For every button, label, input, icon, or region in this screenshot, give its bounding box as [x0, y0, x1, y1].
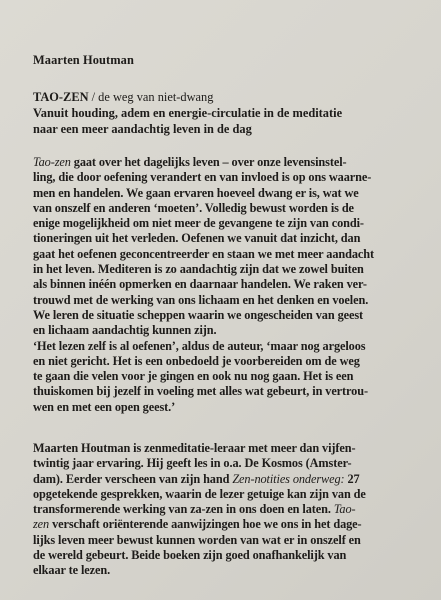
author-name: Maarten Houtman	[33, 53, 134, 67]
book-title-tagline: / de weg van niet-dwang	[88, 90, 214, 104]
description-text: als binnen inéén opmerken en daarnaar handelen. We raken ver-	[33, 277, 367, 292]
bio-text: elkaar te lezen.	[33, 563, 111, 578]
bio-text: lijks leven meer bewust kunnen worden van wat er in onszelf en	[33, 532, 361, 547]
italic-title-text: Tao-zen	[33, 155, 71, 169]
bio-line	[33, 533, 427, 548]
description-text: trouwd met de werking van ons lichaam en het denken en voelen.	[33, 292, 369, 307]
description-text: wen en met een open geest.’	[33, 399, 176, 414]
description-line	[33, 323, 427, 338]
bio-text: 27	[344, 471, 360, 486]
title-block	[33, 89, 342, 137]
bio-text: transformerende werking van za-zen in ons doen en laten.	[33, 502, 334, 517]
description-paragraph	[33, 155, 427, 415]
description-line	[33, 354, 427, 369]
description-line	[33, 216, 427, 231]
description-line	[33, 308, 427, 323]
description-text: thuiskomen bij jezelf in voeling met alles wat gebeurt, in vertrou-	[33, 384, 368, 399]
bio-text: de wereld gebeurt. Beide boeken zijn goed onafhankelijk van	[33, 548, 347, 563]
description-text: gaat het oefenen geconcentreerder en staan we met meer aandacht	[33, 246, 374, 261]
description-line	[33, 369, 427, 384]
bio-text: dam). Eerder verscheen van zijn hand	[33, 471, 233, 486]
description-line	[33, 339, 427, 354]
bio-line	[33, 517, 427, 532]
bio-line	[33, 548, 427, 563]
description-text: ‘Het lezen zelf is al oefenen’, aldus de auteur, ‘maar nog argeloos	[33, 338, 366, 353]
description-line	[33, 384, 427, 399]
description-text: men en handelen. We gaan ervaren hoeveel dwang er is, wat we	[33, 185, 359, 200]
subtitle-line-1: Vanuit houding, adem en energie-circulatie in de meditatie	[33, 106, 343, 120]
bio-text: opgetekende gesprekken, waarin de lezer getuige kan zijn van de	[33, 486, 366, 501]
description-text: We leren de situatie scheppen waarin we ongescheiden van geest	[33, 307, 364, 322]
bio-line	[33, 487, 427, 502]
description-text: en lichaam aandachtig kunnen zijn.	[33, 323, 217, 338]
description-text: enige mogelijkheid om niet meer de gevangene te zijn van condi-	[33, 216, 364, 231]
bio-text: verschaft oriënterende aanwijzingen hoe we ons in het dage-	[49, 517, 362, 532]
description-line	[33, 186, 427, 201]
italic-title-text: zen	[33, 517, 50, 532]
description-line	[33, 170, 427, 185]
bio-line	[33, 502, 427, 517]
bio-line	[33, 441, 427, 456]
author-bio-paragraph	[33, 441, 427, 579]
description-text: ling, die door oefening verandert en van invloed is op ons waarne-	[33, 170, 372, 185]
description-line	[33, 155, 427, 170]
description-line	[33, 293, 427, 308]
description-line	[33, 400, 427, 415]
description-text: van onszelf en anderen ‘moeten’. Volledig bewust worden is de	[33, 200, 354, 215]
bio-line	[33, 456, 427, 471]
bio-line	[33, 472, 427, 487]
bio-line	[33, 563, 427, 578]
description-line	[33, 247, 427, 262]
subtitle-line-2: naar een meer aandachtig leven in de dag	[33, 122, 252, 136]
description-text: en niet gericht. Het is een onbedoeld je voorbereiden om de weg	[33, 353, 360, 368]
bio-text: twintig jaar ervaring. Hij geeft les in o.a. De Kosmos (Amster-	[33, 456, 352, 471]
description-text: gaat over het dagelijks leven – over onze levensinstel-	[70, 155, 347, 169]
description-line	[33, 277, 427, 292]
bio-text: Maarten Houtman is zenmeditatie-leraar met meer dan vijfen-	[33, 441, 356, 455]
italic-title-text: Zen-notities onderweg:	[232, 471, 345, 486]
description-line	[33, 201, 427, 216]
description-line	[33, 262, 427, 277]
description-text: tioneringen uit het verleden. Oefenen we vanuit dat inzicht, dan	[33, 231, 361, 246]
italic-title-text: Tao-	[333, 502, 356, 517]
description-text: in het leven. Mediteren is zo aandachtig zijn dat we zowel buiten	[33, 262, 364, 277]
description-line	[33, 231, 427, 246]
description-text: te gaan die velen voor je gingen en ook nu nog gaan. Het is een	[33, 369, 354, 384]
book-title: TAO-ZEN	[33, 90, 89, 104]
title-line	[33, 89, 342, 105]
